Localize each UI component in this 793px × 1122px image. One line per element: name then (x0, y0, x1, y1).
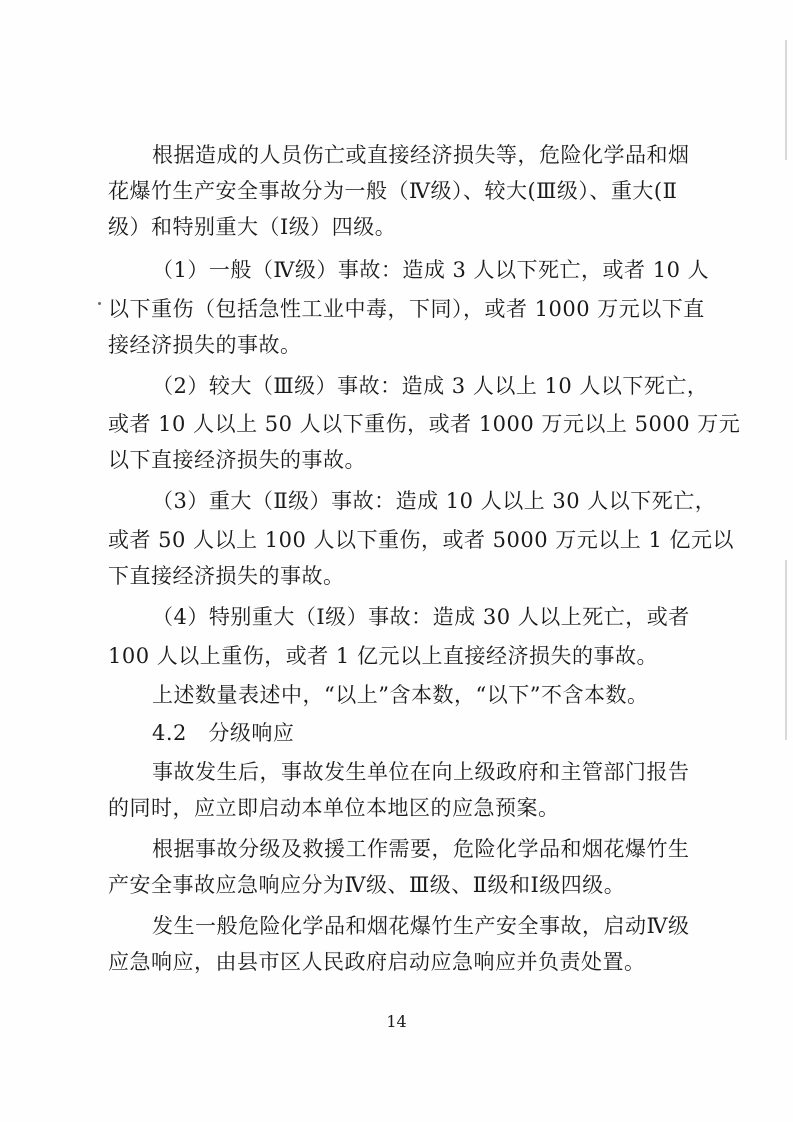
scan-edge-shadow (785, 40, 787, 160)
paragraph-line (0, 172, 793, 210)
line-text: （3）重大（Ⅱ级）事故：造成 10 人以上 30 人以下死亡， (152, 489, 717, 513)
line-text: 以下直接经济损失的事故。 (108, 448, 366, 472)
line-text: 以下重伤（包括急性工业中毒，下同），或者 1000 万元以下直 (108, 297, 705, 321)
line-text: 级）和特别重大（Ⅰ级）四级。 (108, 215, 397, 239)
line-text: 上述数量表述中，“以上”含本数，“以下”不含本数。 (152, 683, 649, 707)
paragraph-line (0, 208, 793, 246)
paragraph-line (0, 367, 793, 405)
paragraph-line (0, 482, 793, 520)
line-text: （4）特别重大（Ⅰ级）事故：造成 30 人以上死亡，或者 (152, 605, 690, 629)
paragraph-line (0, 943, 793, 981)
scan-edge-shadow (785, 560, 787, 740)
paragraph-line (0, 789, 793, 827)
line-text: 根据事故分级及救援工作需要，危险化学品和烟花爆竹生 (152, 837, 690, 861)
paragraph-line (0, 290, 793, 328)
paragraph-line (0, 251, 793, 289)
paragraph-line (0, 676, 793, 714)
line-text: （2）较大（Ⅲ级）事故：造成 3 人以上 10 人以下死亡， (152, 374, 709, 398)
paragraph-line (0, 521, 793, 559)
line-text: 根据造成的人员伤亡或直接经济损失等，危险化学品和烟 (152, 143, 690, 167)
section-heading (0, 714, 793, 752)
paragraph-line (0, 136, 793, 174)
paragraph-line (0, 405, 793, 443)
paragraph-line (0, 866, 793, 904)
paragraph-line (0, 637, 793, 675)
paragraph-line (0, 753, 793, 791)
line-text: （1）一般（Ⅳ级）事故：造成 3 人以下死亡，或者 10 人 (152, 258, 710, 282)
line-text: 接经济损失的事故。 (108, 333, 302, 357)
paragraph-line (0, 598, 793, 636)
paragraph-line (0, 441, 793, 479)
line-text: 下直接经济损失的事故。 (108, 564, 345, 588)
line-text: 发生一般危险化学品和烟花爆竹生产安全事故，启动Ⅳ级 (152, 914, 690, 938)
line-text: 花爆竹生产安全事故分为一般（Ⅳ级）、较大(Ⅲ级）、重大(Ⅱ (108, 179, 678, 203)
line-text: 或者 50 人以上 100 人以下重伤，或者 5000 万元以上 1 亿元以 (108, 528, 735, 552)
paragraph-line (0, 907, 793, 945)
paragraph-line (0, 557, 793, 595)
line-text: 的同时，应立即启动本单位本地区的应急预案。 (108, 796, 560, 820)
line-text: 100 人以上重伤，或者 1 亿元以上直接经济损失的事故。 (108, 644, 658, 668)
page-number: 14 (386, 1012, 407, 1031)
line-text: 产安全事故应急响应分为Ⅳ级、Ⅲ级、Ⅱ级和Ⅰ级四级。 (108, 873, 626, 897)
line-text: 应急响应，由县市区人民政府启动应急响应并负责处置。 (108, 950, 646, 974)
paragraph-line (0, 326, 793, 364)
line-text: 事故发生后，事故发生单位在向上级政府和主管部门报告 (152, 760, 690, 784)
paragraph-line (0, 830, 793, 868)
heading-text: 4.2 分级响应 (152, 721, 295, 745)
line-text: 或者 10 人以上 50 人以下重伤，或者 1000 万元以上 5000 万元 (108, 412, 741, 436)
scan-speck (98, 302, 101, 305)
